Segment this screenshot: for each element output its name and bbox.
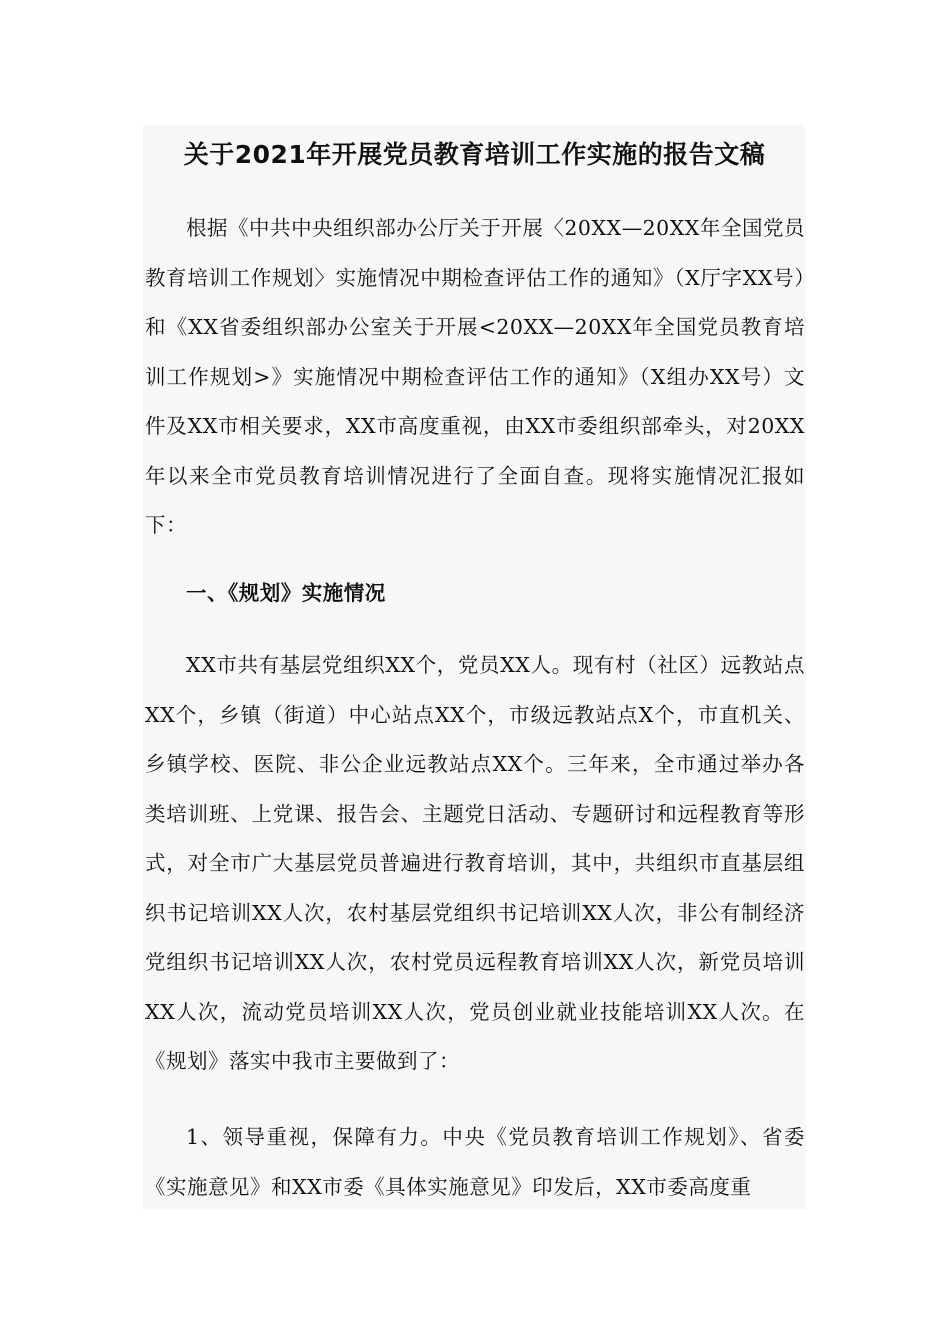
document-title: 关于2021年开展党员教育培训工作实施的报告文稿 [183,140,766,169]
section-heading-1: 一、《规划》实施情况 [186,581,386,605]
paragraph-item-1: 1、领导重视，保障有力。中央《党员教育培训工作规划》、省委《实施意见》和XX市委《具体实施意见》印发后，XX市委高度重 [145,1125,805,1199]
paragraph-intro: 根据《中共中央组织部办公厅关于开展〈20XX—20XX年全国党员教育培训工作规划〉实施情况中期检查评估工作的通知》（X厅字XX号）和《XX省委组织部办公室关于开展<20XX—20XX年全国党员教育培训工作规划>》实施情况中期检查评估工作的通知》（X组办XX号）文件及XX市相关要求，XX市高度重视，由XX市委组织部牵头，对20XX年以来全市党员教育培训情况进行了全面自查。现将实施情况汇报如下： [145,216,805,537]
document-page [143,125,806,1210]
paragraph-overview: XX市共有基层党组织XX个，党员XX人。现有村（社区）远教站点XX个，乡镇（街道）中心站点XX个，市级远教站点X个，市直机关、乡镇学校、医院、非公企业远教站点XX个。三年来，全市通过举办各类培训班、上党课、报告会、主题党日活动、专题研讨和远程教育等形式，对全市广大基层党员普遍进行教育培训，其中，共组织市直基层组织书记培训XX人次，农村基层党组织书记培训XX人次，非公有制经济党组织书记培训XX人次，农村党员远程教育培训XX人次，新党员培训XX人次，流动党员培训XX人次，党员创业就业技能培训XX人次。在《规划》落实中我市主要做到了： [145,653,805,1073]
